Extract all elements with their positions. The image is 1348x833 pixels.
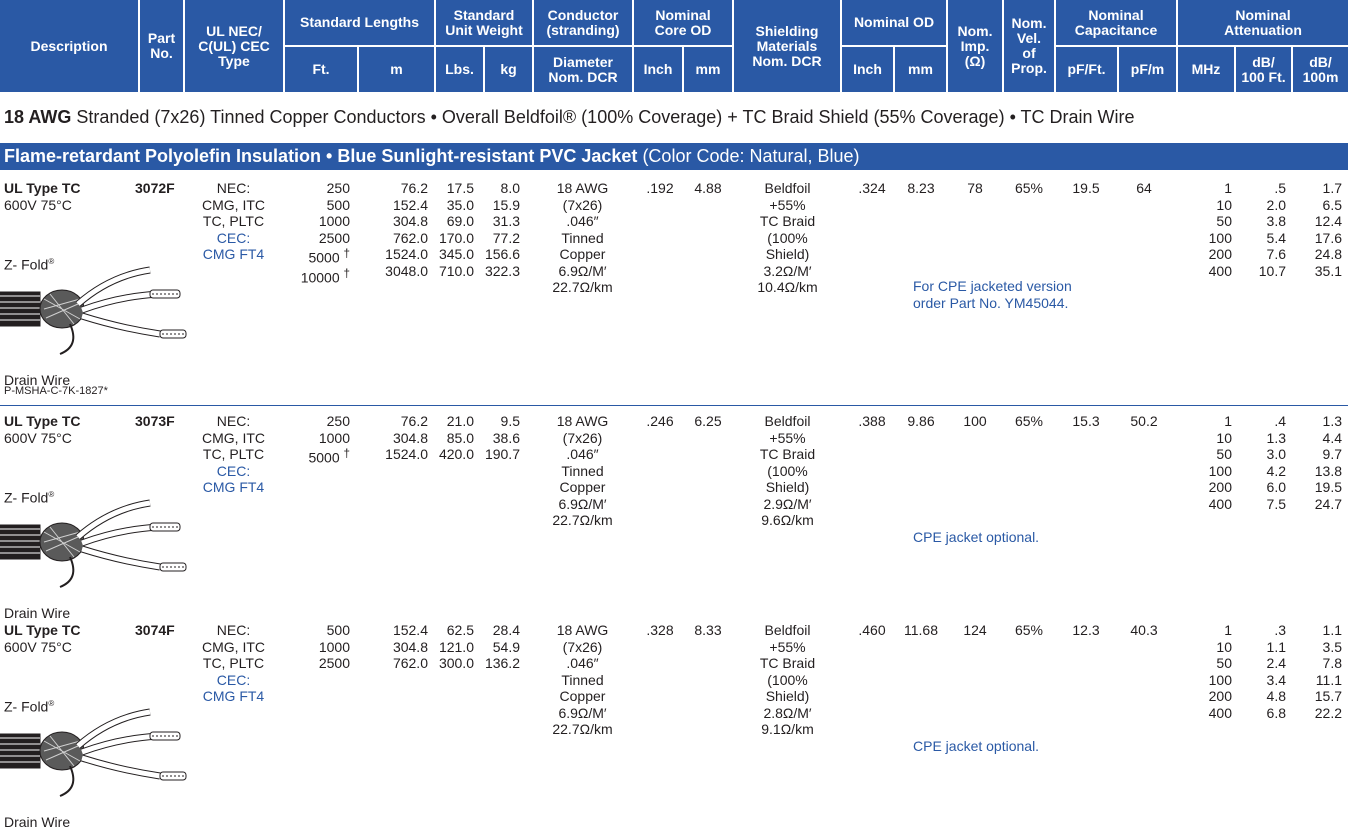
capacitance-pf-ft: 19.5: [1072, 180, 1100, 196]
section-description: Stranded (7x26) Tinned Copper Conductors • Overall Beldfoil® (100% Coverage) + TC Braid Shield (55% Coverage) • TC Drain Wire: [71, 107, 1135, 127]
description-cell: [4, 180, 124, 213]
weight-kg: 9.5 38.6 190.7: [484, 413, 520, 462]
col-capacitance: Nominal Capacitance: [1056, 0, 1176, 45]
atten-mhz: 1 10 50 100 200 400: [1208, 180, 1232, 279]
col-part-no: Part No.: [140, 0, 183, 92]
core-od-inch: .246: [646, 413, 674, 429]
drain-wire-label: Drain Wire: [4, 605, 71, 621]
capacitance-pf-m: 40.3: [1130, 622, 1158, 638]
core-od-mm: 6.25: [694, 413, 722, 429]
length-ft: 250 500 1000 2500 5000 † 10000 †: [300, 180, 350, 286]
col-od-mm: mm: [895, 47, 946, 92]
col-standard-weight: Standard Unit Weight: [436, 0, 532, 45]
capacitance-pf-ft: 12.3: [1072, 622, 1100, 638]
cec-listing: CEC: CMG FT4: [202, 462, 265, 495]
product-row: [0, 622, 1348, 832]
od-mm: 8.23: [907, 180, 935, 196]
zfold-label: Z- Fold®: [4, 698, 55, 715]
core-od-mm: 4.88: [694, 180, 722, 196]
col-ft: Ft.: [285, 47, 357, 92]
impedance: 100: [963, 413, 987, 429]
atten-mhz: 1 10 50 100 200 400: [1208, 413, 1232, 512]
col-nominal-od: Nominal OD: [842, 0, 946, 45]
cable-illustration-icon: [0, 499, 200, 593]
shielding-spec: Beldfoil +55% TC Braid (100% Shield) 3.2Ω/M′ 10.4Ω/km: [757, 180, 818, 295]
cable-type: UL Type TC: [4, 180, 81, 196]
shielding-spec: Beldfoil +55% TC Braid (100% Shield) 2.8Ω/M′ 9.1Ω/km: [759, 622, 816, 737]
part-number: 3074F: [135, 622, 175, 638]
jacket-note: CPE jacket optional.: [913, 529, 1040, 545]
col-core-od: Nominal Core OD: [634, 0, 732, 45]
col-attenuation: Nominal Attenuation: [1178, 0, 1348, 45]
voltage-rating: 600V 75°C: [4, 429, 72, 446]
atten-mhz: 1 10 50 100 200 400: [1208, 622, 1232, 721]
core-od-inch: .328: [646, 622, 674, 638]
atten-db-100m: 1.3 4.4 9.7 13.8 19.5 24.7: [1314, 413, 1342, 512]
col-od-inch: Inch: [842, 47, 893, 92]
col-mhz: MHz: [1178, 47, 1234, 92]
impedance: 78: [967, 180, 983, 196]
col-diameter: Diameter Nom. DCR: [534, 47, 632, 92]
nec-listing: NEC: CMG, ITC TC, PLTC: [202, 413, 265, 462]
nec-type: [186, 180, 281, 263]
conductor-spec: 18 AWG (7x26) .046″ Tinned Copper 6.9Ω/M′ 22.7Ω/km: [552, 180, 613, 295]
length-ft: 500 1000 2500: [318, 622, 350, 671]
cec-listing: CEC: CMG FT4: [202, 229, 265, 262]
impedance: 124: [963, 622, 987, 638]
col-pf-ft: pF/Ft.: [1056, 47, 1117, 92]
col-db-100m: dB/ 100m: [1293, 47, 1348, 92]
col-impedance: Nom. Imp. (Ω): [948, 0, 1002, 92]
col-lbs: Lbs.: [436, 47, 483, 92]
product-row: [0, 413, 1348, 623]
col-pf-m: pF/m: [1119, 47, 1176, 92]
col-db-100ft: dB/ 100 Ft.: [1236, 47, 1291, 92]
reference-code: P-MSHA-C-7K-1827*: [4, 385, 108, 397]
spec-table-header: [0, 0, 1348, 92]
velocity: 65%: [1014, 622, 1044, 638]
cable-type: UL Type TC: [4, 413, 81, 429]
cable-type: UL Type TC: [4, 622, 81, 638]
atten-db-100m: 1.7 6.5 12.4 17.6 24.8 35.1: [1314, 180, 1342, 279]
zfold-label: Z- Fold®: [4, 256, 55, 273]
jacket-note: CPE jacket optional.: [913, 738, 1040, 754]
product-row: [0, 180, 1348, 390]
od-mm: 11.68: [904, 622, 938, 638]
velocity: 65%: [1014, 180, 1044, 196]
capacitance-pf-ft: 15.3: [1072, 413, 1100, 429]
atten-db-100ft: .4 1.3 3.0 4.2 6.0 7.5: [1266, 413, 1286, 512]
core-od-mm: 8.33: [694, 622, 722, 638]
nec-listing: NEC: CMG, ITC TC, PLTC: [202, 180, 265, 229]
drain-wire-label: Drain Wire: [4, 372, 71, 388]
conductor-spec: 18 AWG (7x26) .046″ Tinned Copper 6.9Ω/M′ 22.7Ω/km: [552, 413, 613, 528]
col-type: UL NEC/ C(UL) CEC Type: [185, 0, 283, 92]
od-inch: .324: [858, 180, 886, 196]
shielding-spec: Beldfoil +55% TC Braid (100% Shield) 2.9Ω/M′ 9.6Ω/km: [759, 413, 816, 528]
nec-type: [186, 413, 281, 496]
part-number: 3073F: [135, 413, 175, 429]
jacket-note: For CPE jacketed version order Part No. YM45044.: [913, 278, 1072, 311]
od-inch: .388: [858, 413, 886, 429]
voltage-rating: 600V 75°C: [4, 638, 72, 655]
weight-lbs: 17.5 35.0 69.0 170.0 345.0 710.0: [438, 180, 474, 279]
length-m: 76.2 304.8 1524.0: [385, 413, 428, 462]
length-m: 76.2 152.4 304.8 762.0 1524.0 3048.0: [385, 180, 428, 279]
conductor-spec: 18 AWG (7x26) .046″ Tinned Copper 6.9Ω/M′ 22.7Ω/km: [552, 622, 613, 737]
col-description: Description: [0, 0, 138, 92]
drain-wire-label: Drain Wire: [4, 814, 71, 830]
col-conductor: Conductor (stranding): [534, 0, 632, 45]
insulation-bar: [0, 143, 1348, 170]
cable-illustration-icon: [0, 266, 200, 360]
od-mm: 9.86: [907, 413, 935, 429]
od-inch: .460: [858, 622, 886, 638]
nec-type: [186, 622, 281, 705]
zfold-label: Z- Fold®: [4, 489, 55, 506]
atten-db-100m: 1.1 3.5 7.8 11.1 15.7 22.2: [1314, 622, 1342, 721]
core-od-inch: .192: [646, 180, 674, 196]
weight-lbs: 21.0 85.0 420.0: [438, 413, 474, 462]
row-divider: [0, 405, 1348, 406]
section-heading: [4, 107, 1135, 128]
voltage-rating: 600V 75°C: [4, 196, 72, 213]
col-core-mm: mm: [684, 47, 732, 92]
part-number: 3072F: [135, 180, 175, 196]
weight-kg: 28.4 54.9 136.2: [484, 622, 520, 671]
length-m: 152.4 304.8 762.0: [392, 622, 428, 671]
col-core-inch: Inch: [634, 47, 682, 92]
cec-listing: CEC: CMG FT4: [202, 671, 265, 704]
velocity: 65%: [1014, 413, 1044, 429]
description-cell: [4, 413, 124, 446]
cable-illustration-icon: [0, 708, 200, 802]
col-velocity: Nom. Vel. of Prop.: [1004, 0, 1054, 92]
atten-db-100ft: .5 2.0 3.8 5.4 7.6 10.7: [1258, 180, 1286, 279]
nec-listing: NEC: CMG, ITC TC, PLTC: [202, 622, 265, 671]
col-m: m: [359, 47, 434, 92]
weight-kg: 8.0 15.9 31.3 77.2 156.6 322.3: [484, 180, 520, 279]
insulation-title: Flame-retardant Polyolefin Insulation • Blue Sunlight-resistant PVC Jacket: [4, 146, 638, 166]
weight-lbs: 62.5 121.0 300.0: [438, 622, 474, 671]
atten-db-100ft: .3 1.1 2.4 3.4 4.8 6.8: [1266, 622, 1286, 721]
col-kg: kg: [485, 47, 532, 92]
capacitance-pf-m: 50.2: [1130, 413, 1158, 429]
col-shielding: Shielding Materials Nom. DCR: [734, 0, 840, 92]
section-awg: 18 AWG: [4, 107, 72, 127]
capacitance-pf-m: 64: [1136, 180, 1152, 196]
description-cell: [4, 622, 124, 655]
col-standard-lengths: Standard Lengths: [285, 0, 434, 45]
color-code: (Color Code: Natural, Blue): [637, 146, 860, 166]
length-ft: 250 1000 5000 †: [308, 413, 350, 466]
